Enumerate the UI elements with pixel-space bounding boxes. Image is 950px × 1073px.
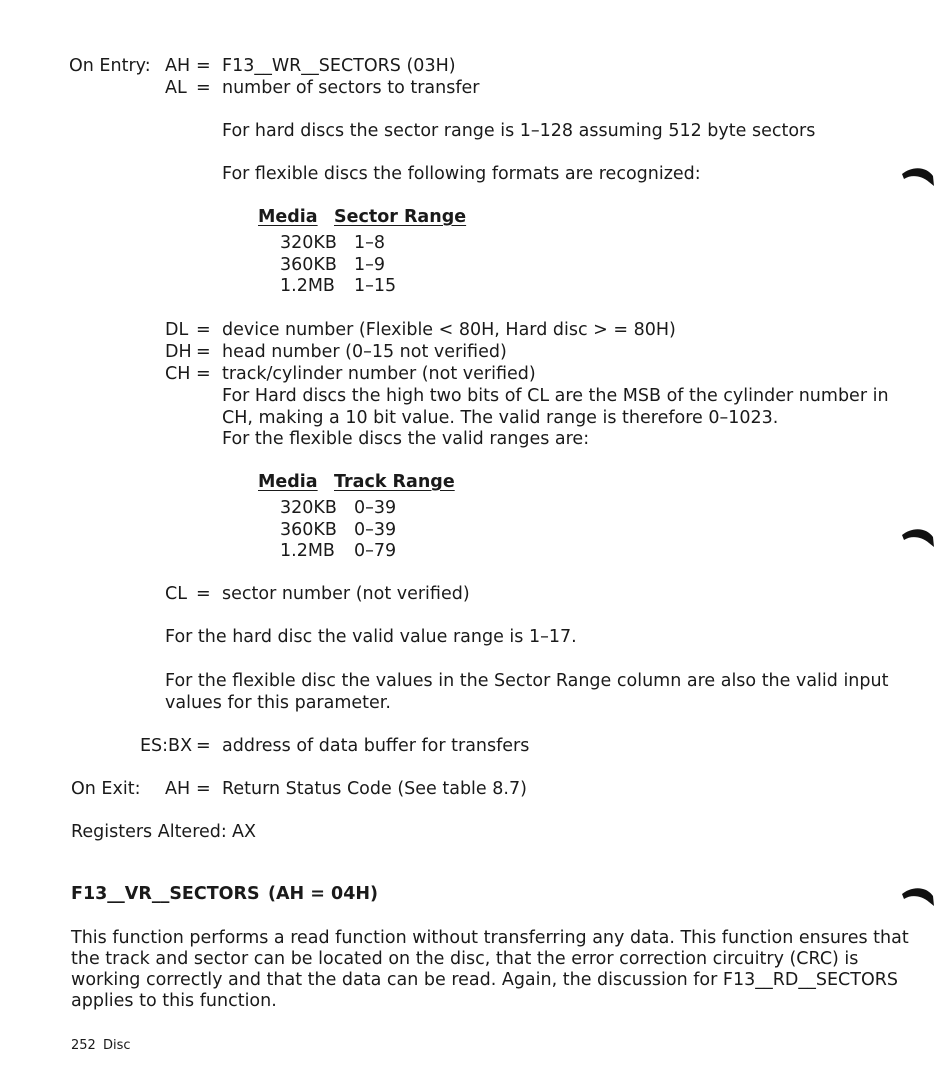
cl-flex-note-line: For the flexible disc the values in the Sector Range column are also the valid input (165, 671, 889, 691)
dh-description: head number (0–15 not verified) (222, 342, 507, 362)
esbx-register: ES:BX (140, 736, 193, 756)
track-table-media: 360KB (280, 520, 337, 540)
dl-register: DL (165, 320, 189, 340)
sector-table-range: 1–15 (354, 276, 397, 296)
curved-mark-icon (900, 880, 936, 910)
section-subtitle: (AH = 04H) (268, 884, 379, 904)
dh-register: DH (165, 342, 192, 362)
registers-altered-label: Registers Altered: (71, 822, 227, 842)
dl-description: device number (Flexible < 80H, Hard disc > = 80H) (222, 320, 676, 340)
footer-section-name: Disc (103, 1038, 131, 1053)
cl-hard-note: For the hard disc the valid value range is 1–17. (165, 627, 577, 647)
sector-table-media: 360KB (280, 255, 337, 275)
section-paragraph-line: applies to this function. (71, 991, 277, 1011)
track-table-header-media: Media (258, 472, 318, 492)
ch-equals: = (196, 364, 211, 384)
track-table-media: 320KB (280, 498, 337, 518)
page-number: 252 (71, 1038, 96, 1053)
registers-altered-value: AX (232, 822, 256, 842)
ch-note-line: For Hard discs the high two bits of CL are the MSB of the cylinder number in (222, 386, 889, 406)
track-table-range: 0–39 (354, 498, 397, 518)
cl-description: sector number (not verified) (222, 584, 470, 604)
curved-mark-icon (900, 521, 936, 551)
cl-equals: = (196, 584, 211, 604)
exit-equals: = (196, 779, 211, 799)
esbx-description: address of data buffer for transfers (222, 736, 530, 756)
sector-table-range: 1–9 (354, 255, 386, 275)
section-title: F13__VR__SECTORS (71, 884, 260, 904)
track-table-media: 1.2MB (280, 541, 335, 561)
ch-note-line: CH, making a 10 bit value. The valid range is therefore 0–1023. (222, 408, 779, 428)
hard-range-note: For hard discs the sector range is 1–128 assuming 512 byte sectors (222, 121, 816, 141)
sector-table-header-media: Media (258, 207, 318, 227)
al-register: AL (165, 78, 187, 98)
cl-register: CL (165, 584, 187, 604)
curved-mark-icon (900, 160, 936, 190)
on-exit-label: On Exit: (71, 779, 141, 799)
sector-table-range: 1–8 (354, 233, 386, 253)
exit-description: Return Status Code (See table 8.7) (222, 779, 527, 799)
al-equals: = (196, 78, 211, 98)
track-table-range: 0–39 (354, 520, 397, 540)
ah-equals: = (196, 56, 211, 76)
on-entry-label: On Entry: (69, 56, 151, 76)
section-paragraph-line: the track and sector can be located on the disc, that the error correction circuitry (CRC) is (71, 949, 859, 969)
sector-table-header-range: Sector Range (334, 207, 467, 227)
ah-description: F13__WR__SECTORS (03H) (222, 56, 456, 76)
ah-register: AH (165, 56, 191, 76)
flex-formats-note: For flexible discs the following formats are recognized: (222, 164, 701, 184)
sector-table-media: 320KB (280, 233, 337, 253)
esbx-equals: = (196, 736, 211, 756)
ch-note-line: For the flexible discs the valid ranges are: (222, 429, 590, 449)
exit-register: AH (165, 779, 191, 799)
ch-register: CH (165, 364, 191, 384)
track-table-range: 0–79 (354, 541, 397, 561)
section-paragraph-line: This function performs a read function without transferring any data. This function ensures that (71, 928, 909, 948)
dh-equals: = (196, 342, 211, 362)
sector-table-media: 1.2MB (280, 276, 335, 296)
cl-flex-note-line: values for this parameter. (165, 693, 391, 713)
section-paragraph-line: working correctly and that the data can be read. Again, the discussion for F13__RD__SECTORS (71, 970, 898, 990)
dl-equals: = (196, 320, 211, 340)
al-description: number of sectors to transfer (222, 78, 480, 98)
ch-description: track/cylinder number (not verified) (222, 364, 536, 384)
track-table-header-range: Track Range (334, 472, 455, 492)
